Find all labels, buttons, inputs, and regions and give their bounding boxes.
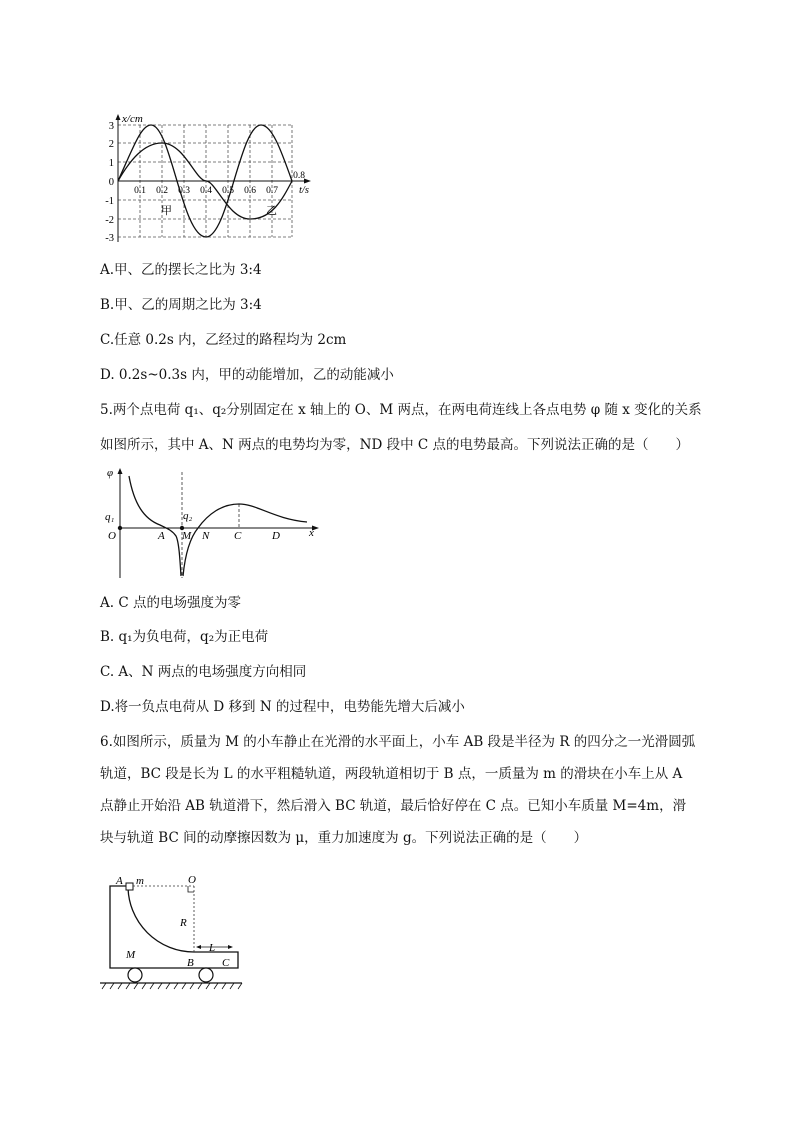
x-tick: 0.2 — [156, 186, 168, 196]
q5-stem-line-1: 5.两个点电荷 q₁、q₂分别固定在 x 轴上的 O、M 两点，在两电荷连线上各点电势 φ 随 x 变化的关系 — [100, 402, 702, 418]
o-label: O — [108, 530, 116, 542]
b-label: B — [187, 957, 194, 969]
y-axis-label: x/cm — [122, 113, 143, 125]
a-label: A — [158, 530, 165, 542]
y-tick: 1 — [108, 158, 114, 169]
q5-option-a: A. C 点的电场强度为零 — [100, 595, 241, 611]
r-label: R — [180, 917, 187, 929]
a-label: A — [116, 875, 123, 887]
x-tick: 0.7 — [266, 186, 278, 196]
q4-option-b: B.甲、乙的周期之比为 3:4 — [100, 297, 262, 313]
x-tick: 0.8 — [293, 171, 305, 181]
label-jia: 甲 — [161, 205, 172, 217]
y-tick: 3 — [108, 121, 114, 132]
l-label: L — [209, 942, 216, 954]
x-tick: 0.4 — [200, 186, 212, 196]
m-big-label: M — [126, 949, 136, 961]
potential-curve-left — [129, 476, 181, 576]
q5-stem-line-2: 如图所示，其中 A、N 两点的电势均为零，ND 段中 C 点的电势最高。下列说法正确的是（ ） — [100, 437, 689, 453]
y-tick: -1 — [105, 196, 114, 207]
q1-label: q₁ — [105, 511, 115, 523]
c-label: C — [222, 957, 230, 969]
q6-stem: 6.如图所示，质量为 M 的小车静止在光滑的水平面上，小车 AB 段是半径为 R 的四分之一光滑圆弧轨道，BC 段是长为 L 的水平粗糙轨道，两段轨道相切于 B 点，一质量为 m 的滑块在小车上从 A 点静止开始沿 AB 轨道滑下，然后滑入 BC 轨道，最后恰好停在 C 点。已知小车质量 M=4m，滑块与轨道 BC 间的动摩擦因数为 μ，重力加速度为 g。下列说法正确的是（ ） — [100, 734, 696, 846]
n-label: N — [202, 530, 210, 542]
m-small-label: m — [136, 875, 144, 887]
y-tick: 0 — [108, 177, 114, 188]
x-tick: 0.3 — [178, 186, 190, 196]
q4-option-a: A.甲、乙的摆长之比为 3:4 — [100, 262, 262, 278]
slider-block — [126, 883, 133, 890]
label-yi: 乙 — [266, 205, 277, 217]
o-label: O — [188, 874, 196, 886]
potential-graph — [102, 464, 327, 582]
q4-option-d: D. 0.2s~0.3s 内，甲的动能增加，乙的动能减小 — [100, 367, 394, 383]
q5-option-d: D.将一负点电荷从 D 移到 N 的过程中，电势能先增大后减小 — [100, 699, 465, 715]
m-label: M — [182, 530, 192, 542]
y-tick: 2 — [108, 139, 114, 150]
d-label: D — [272, 530, 280, 542]
x-tick: 0.6 — [244, 186, 256, 196]
q5-option-c: C. A、N 两点的电场强度方向相同 — [100, 664, 307, 680]
q4-option-c: C.任意 0.2s 内，乙经过的路程均为 2cm — [100, 332, 347, 348]
x-label: x — [309, 527, 314, 539]
phi-label: φ — [107, 467, 114, 479]
c-label: C — [234, 530, 242, 542]
y-tick: -2 — [105, 215, 114, 226]
q5-option-b: B. q₁为负电荷，q₂为正电荷 — [100, 629, 269, 645]
x-axis-label: t/s — [299, 185, 309, 196]
x-tick: 0.5 — [222, 186, 234, 196]
oscillation-graph — [104, 112, 314, 244]
q2-label: q₂ — [183, 510, 193, 522]
cart-diagram — [96, 874, 246, 996]
y-tick: -3 — [105, 233, 114, 244]
x-tick: 0.1 — [134, 186, 146, 196]
